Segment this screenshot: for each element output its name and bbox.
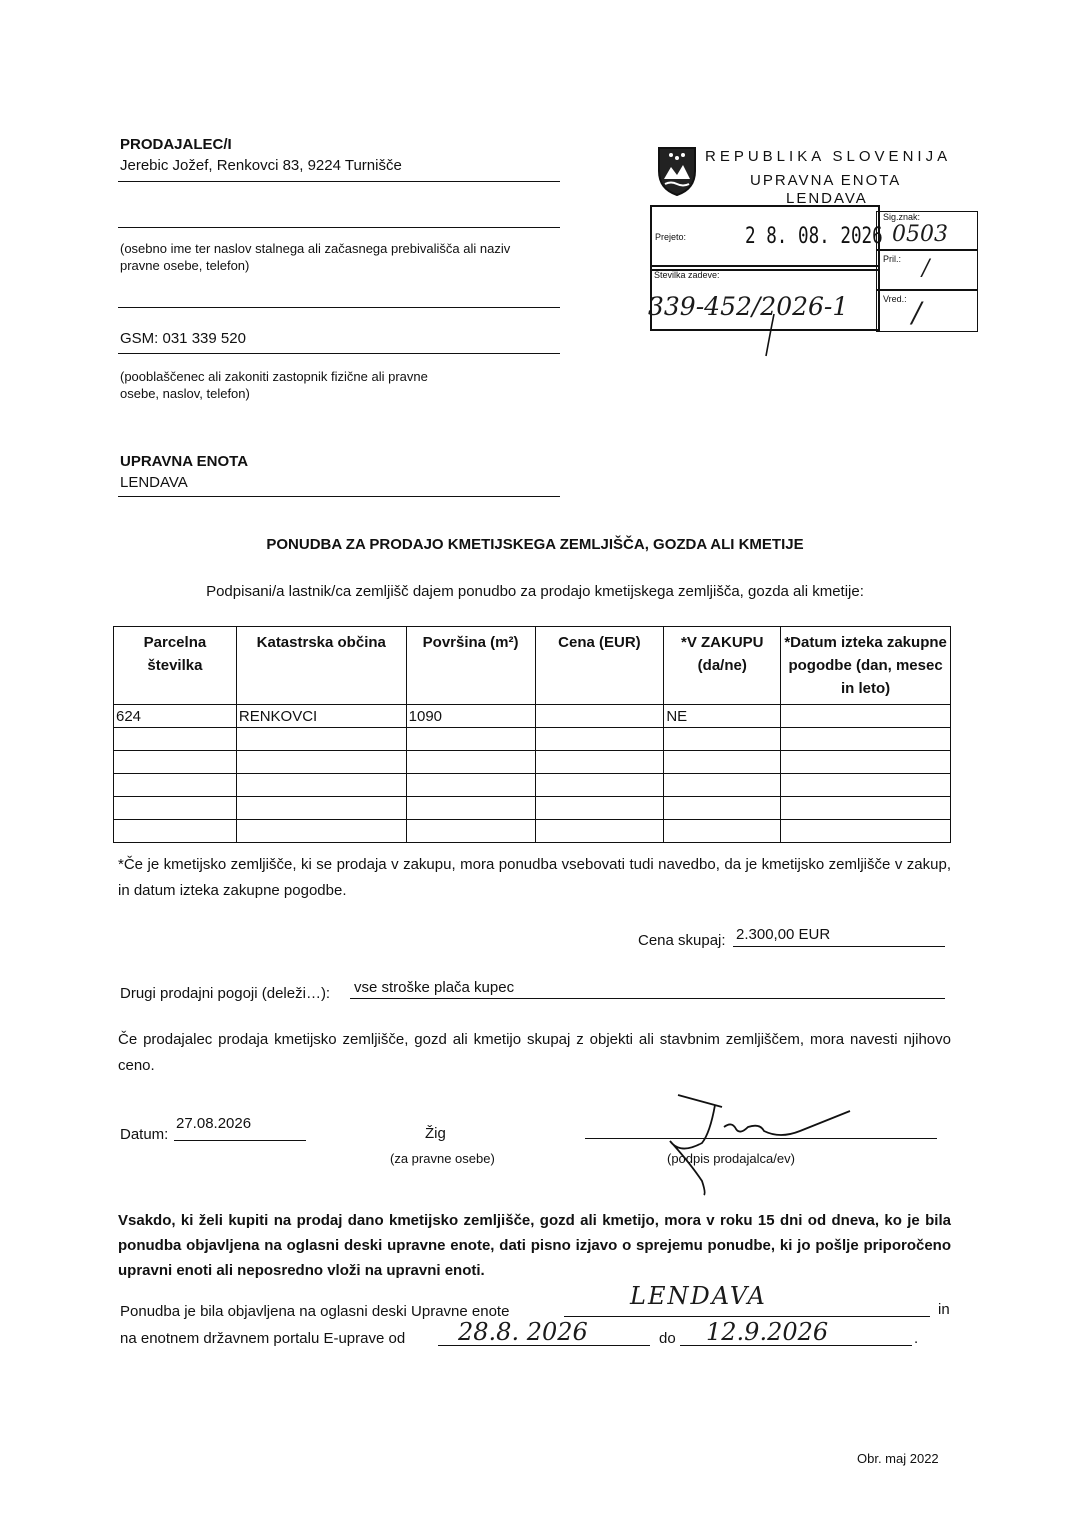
col-header-price: Cena (EUR) <box>535 627 664 705</box>
table-cell <box>781 797 951 820</box>
table-cell <box>664 774 781 797</box>
stamp-sig-label: Sig.znak: <box>883 212 921 222</box>
published-unit-value: LENDAVA <box>630 1282 767 1310</box>
date-line <box>174 1140 306 1141</box>
table-cell <box>535 820 664 843</box>
stamp-pril-value: / <box>922 256 930 281</box>
col-header-area: Površina (m²) <box>406 627 535 705</box>
table-row <box>114 774 951 797</box>
published-to-label: do <box>659 1330 676 1347</box>
stamp-line-3: LENDAVA <box>786 190 868 207</box>
table-row <box>114 820 951 843</box>
table-cell <box>781 728 951 751</box>
seller-signature <box>640 1083 860 1203</box>
published-to-value: 12.9.2026 <box>706 1318 829 1346</box>
lease-footnote: *Če je kmetijsko zemljišče, ki se prodaja v zakupu, mora ponudba vsebovati tudi navedbo, da je kmetijsko zemljišče v zakup, in datum izteka zakupne pogodbe. <box>118 856 951 899</box>
stamp-received-label: Prejeto: <box>655 232 687 242</box>
col-header-lease: *V ZAKUPU (da/ne) <box>664 627 781 705</box>
table-cell <box>664 797 781 820</box>
stamp-line-2: UPRAVNA ENOTA <box>750 172 902 189</box>
published-from-value: 28.8. 2026 <box>458 1318 588 1346</box>
table-cell <box>664 820 781 843</box>
table-cell <box>781 751 951 774</box>
published-from-line <box>438 1345 650 1346</box>
seller-heading: PRODAJALEC/I <box>120 136 232 153</box>
table-row <box>114 705 951 728</box>
date-label: Datum: <box>120 1126 169 1143</box>
offer-table <box>113 626 951 843</box>
table-cell <box>664 728 781 751</box>
coat-of-arms-icon <box>656 145 698 197</box>
col-header-lease-end: *Datum izteka zakupne pogodbe (dan, mesec in leto) <box>781 627 951 705</box>
table-cell <box>236 751 406 774</box>
col-header-parcel: Parcelna številka <box>114 627 237 705</box>
seal-label: Žig <box>425 1125 446 1142</box>
table-cell <box>406 728 535 751</box>
date-value: 27.08.2026 <box>176 1115 252 1132</box>
published-label-1: Ponudba je bila objavljena na oglasni deski Upravne enote <box>120 1303 510 1320</box>
table-cell <box>236 820 406 843</box>
seller-hint-1: (osebno ime ter naslov stalnega ali začasnega prebivališča ali naziv pravne osebe, telefon) <box>120 241 511 273</box>
seller-line-4 <box>118 353 560 354</box>
seal-sub: (za pravne osebe) <box>390 1151 495 1166</box>
table-header-row <box>114 627 951 705</box>
table-row <box>114 751 951 774</box>
seller-hint-2: (pooblaščenec ali zakoniti zastopnik fizične ali pravne osebe, naslov, telefon) <box>120 369 428 401</box>
stamp-case-value: 339-452/2026-1 <box>648 292 849 321</box>
table-cell <box>114 797 237 820</box>
published-label-2: na enotnem državnem portalu E-uprave od <box>120 1330 406 1347</box>
table-cell <box>114 751 237 774</box>
signature-sub: (podpis prodajalca/ev) <box>667 1151 795 1166</box>
seller-line-1 <box>118 181 560 182</box>
table-cell <box>535 751 664 774</box>
table-cell <box>781 705 951 728</box>
table-cell <box>664 751 781 774</box>
table-cell <box>114 728 237 751</box>
authority-name: LENDAVA <box>120 474 188 491</box>
other-conditions-value: vse stroške plača kupec <box>354 979 515 996</box>
seller-name-address: Jerebic Jožef, Renkovci 83, 9224 Turnišče <box>120 157 402 174</box>
stamp-case-label: Številka zadeve: <box>654 270 720 280</box>
published-to-line <box>680 1345 912 1346</box>
table-cell <box>406 797 535 820</box>
page-title: PONUDBA ZA PRODAJO KMETIJSKEGA ZEMLJIŠČA, GOZDA ALI KMETIJE <box>266 536 804 553</box>
authority-heading: UPRAVNA ENOTA <box>120 453 249 470</box>
other-conditions-line <box>350 998 945 999</box>
published-period: . <box>914 1330 919 1347</box>
table-cell <box>781 774 951 797</box>
total-label: Cena skupaj: <box>638 932 726 949</box>
table-cell <box>781 820 951 843</box>
table-cell <box>114 820 237 843</box>
objects-note: Če prodajalec prodaja kmetijsko zemljišče, gozd ali kmetijo skupaj z objekti ali stavbnim zemljiščem, mora navesti njihovo ceno. <box>118 1031 951 1074</box>
published-unit-line <box>564 1316 930 1317</box>
seller-line-2 <box>118 227 560 228</box>
table-cell: 1090 <box>406 705 535 728</box>
table-row <box>114 797 951 820</box>
table-cell <box>535 728 664 751</box>
stamp-vred-value: / <box>912 296 922 329</box>
table-cell: NE <box>664 705 781 728</box>
table-cell: RENKOVCI <box>236 705 406 728</box>
acceptance-notice: Vsakdo, ki želi kupiti na prodaj dano kmetijsko zemljišče, gozd ali kmetijo, mora v roku 15 dni od dneva, ko je bila ponudba objavljena na oglasni deski upravne enote, dati pisno izjavo o sprejemu ponudbe, ki jo pošlje priporočeno upravni enoti ali neposredno vloži na upravni enoti. <box>118 1212 951 1279</box>
stamp-pen-stroke <box>760 312 780 358</box>
table-cell: 624 <box>114 705 237 728</box>
other-conditions-label: Drugi prodajni pogoji (deleži…): <box>120 985 331 1002</box>
stamp-vred-label: Vred.: <box>883 294 907 304</box>
table-cell <box>535 797 664 820</box>
form-version: Obr. maj 2022 <box>857 1451 939 1466</box>
table-cell <box>236 797 406 820</box>
seller-line-3 <box>118 307 560 308</box>
authority-line <box>118 496 560 497</box>
stamp-pril-label: Pril.: <box>883 254 901 264</box>
stamp-sig-value: 0503 <box>892 222 948 247</box>
stamp-line-1: REPUBLIKA SLOVENIJA <box>705 148 952 165</box>
seller-phone: GSM: 031 339 520 <box>120 330 246 347</box>
table-cell <box>236 728 406 751</box>
table-cell <box>406 820 535 843</box>
table-cell <box>236 774 406 797</box>
col-header-cadastral: Katastrska občina <box>236 627 406 705</box>
total-line <box>733 946 945 947</box>
stamp-received-date: 2 8. 08. 2026 <box>745 224 883 249</box>
published-in-label: in <box>938 1301 950 1318</box>
total-value: 2.300,00 EUR <box>736 926 831 943</box>
table-cell <box>535 705 664 728</box>
table-row <box>114 728 951 751</box>
table-cell <box>406 751 535 774</box>
intro-text: Podpisani/a lastnik/ca zemljišč dajem ponudbo za prodajo kmetijskega zemljišča, gozda ali kmetije: <box>206 583 864 600</box>
table-cell <box>114 774 237 797</box>
table-cell <box>535 774 664 797</box>
table-cell <box>406 774 535 797</box>
